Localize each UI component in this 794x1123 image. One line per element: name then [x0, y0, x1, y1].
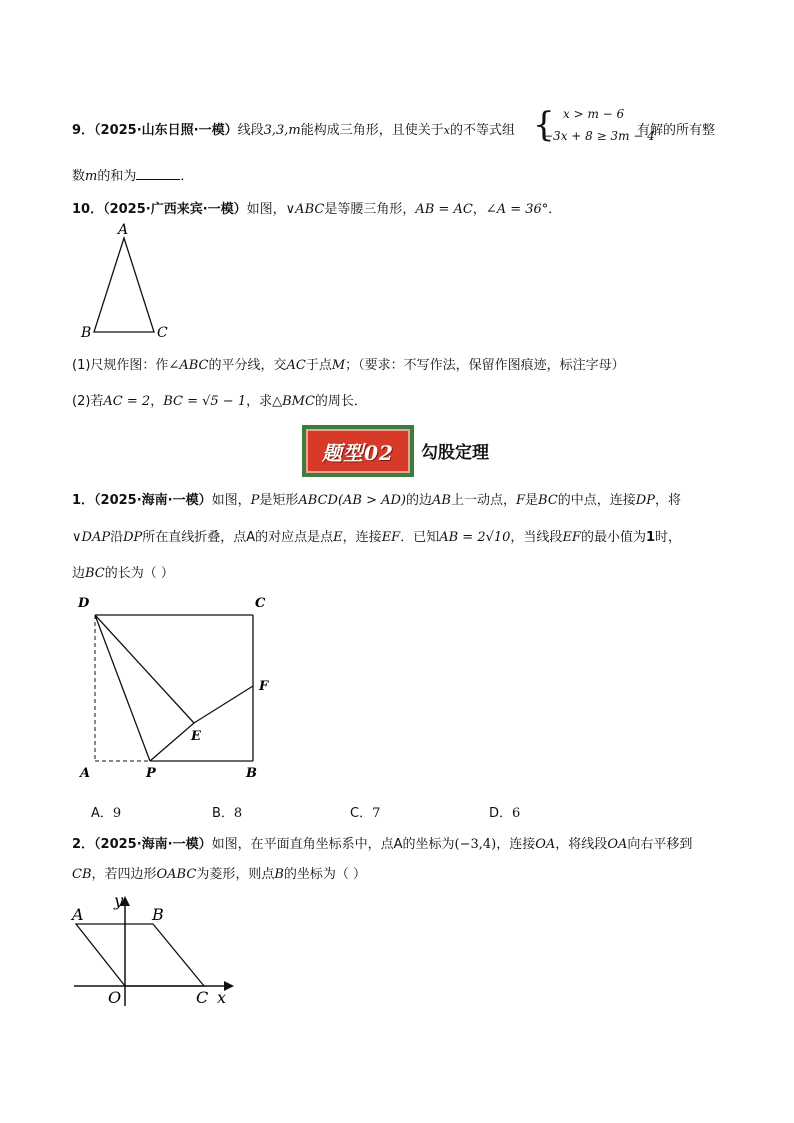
q9-math-x: x: [443, 124, 450, 137]
q10-math-triangle: ∨ABC: [285, 202, 325, 217]
q10-part1: [72, 354, 625, 373]
q1-text: 的最小值为: [580, 530, 646, 545]
q10-text: 如图，: [246, 202, 286, 217]
q2-line1: [72, 833, 692, 852]
q9-number: 9．: [72, 123, 95, 138]
q1-rectangle-figure: [70, 590, 290, 786]
q10-text: 是等腰三角形，: [324, 202, 416, 217]
q1-text: 时，: [655, 530, 682, 545]
q10-math-angle: ∠A = 36°: [485, 202, 549, 217]
q9-math-m: m: [85, 169, 98, 184]
q9-answer-blank[interactable]: [136, 167, 180, 180]
label-d: D: [78, 596, 90, 611]
q1-math: F: [515, 493, 526, 508]
q1-math: ∨DAP: [72, 530, 111, 545]
q1-text: 的边: [406, 493, 433, 508]
section-badge: [302, 425, 414, 477]
triangle-abc: [94, 238, 154, 332]
q2-source: （2025·海南·一模）: [94, 837, 212, 852]
q1-option-c[interactable]: [350, 802, 380, 821]
q10-text: 于点: [305, 358, 332, 373]
label-a: A: [80, 766, 91, 781]
q1-math: BC: [85, 566, 105, 581]
q10-part2: [72, 390, 367, 409]
label-e: E: [191, 729, 201, 744]
q1-text: 的中点，连接: [557, 493, 636, 508]
q1-text: ，当线段: [510, 530, 563, 545]
q10-text: 的平分线，交: [208, 358, 287, 373]
q9-math-seg: 3,3,m: [263, 123, 301, 138]
label-a: A: [118, 222, 129, 238]
q1-math: P: [250, 493, 260, 508]
q1-math: BC: [538, 493, 558, 508]
q9-line1: [72, 119, 515, 138]
section-badge-inner: [306, 429, 410, 473]
segment-de: [95, 615, 194, 723]
label-o: O: [108, 988, 122, 1007]
q10-math: ∠ABC: [168, 358, 209, 373]
q10-math: M: [331, 358, 346, 373]
label-x: x: [217, 988, 227, 1007]
q1-text: ，连接: [342, 530, 382, 545]
q9-line1-end: 有解的所有整: [637, 123, 716, 138]
q1-number: 1．: [72, 493, 95, 508]
q9-text: 能构成三角形，且使关于: [300, 123, 444, 138]
q2-coordinate-figure: [68, 890, 248, 1010]
q2-text: 如图，在平面直角坐标系中，点A的坐标为: [211, 837, 455, 852]
label-b: B: [246, 766, 257, 781]
q10-math: BC = √5 − 1: [163, 394, 247, 409]
q2-math: OABC: [156, 867, 197, 882]
q1-line3: [72, 562, 174, 581]
q1-option-a[interactable]: [91, 802, 121, 821]
q2-text: ，将线段: [555, 837, 608, 852]
q10-text: ，求: [246, 394, 273, 409]
option-letter: D．: [489, 806, 513, 821]
q1-math: ABCD(AB > AD): [298, 493, 406, 508]
q10-source: （2025·广西来宾·一模）: [103, 202, 247, 217]
q1-math: EF: [562, 530, 581, 545]
q1-text: ，将: [654, 493, 681, 508]
q1-option-d[interactable]: [489, 802, 520, 821]
label-p: P: [146, 766, 156, 781]
q10-math: AC = 2: [103, 394, 151, 409]
option-value: 6: [512, 806, 521, 821]
q1-math: DP: [635, 493, 655, 508]
q1-option-b[interactable]: [212, 802, 242, 821]
q10-math: AC: [286, 358, 306, 373]
q2-math: B: [274, 867, 284, 882]
q10-text: ；（要求：不写作法，保留作图痕迹，标注字母）: [345, 358, 625, 373]
rhombus-oabc: [76, 924, 204, 986]
q9-inequality-1: x > m − 6: [563, 107, 625, 121]
q10-text: ，: [472, 202, 486, 217]
q9-inequality-2: −3x + 8 ≥ 3m − 4: [543, 129, 655, 143]
q1-line2: [72, 526, 681, 545]
q10-number: 10．: [72, 202, 104, 217]
section-badge-text: 题型02: [322, 440, 394, 465]
q9-source: （2025·山东日照·一模）: [94, 123, 238, 138]
q2-line2: [72, 863, 366, 882]
q9-text: 的不等式组: [450, 123, 516, 138]
q1-text: 是矩形: [259, 493, 299, 508]
q1-math: E: [333, 530, 343, 545]
label-b: B: [152, 905, 164, 924]
q10-math-eq: AB = AC: [415, 202, 473, 217]
label-y: y: [114, 891, 124, 910]
option-value: 9: [112, 806, 122, 821]
q9-text: 数: [72, 169, 86, 184]
label-c: C: [157, 325, 168, 341]
q2-math: (−3,4): [454, 837, 497, 852]
q9-system-brace: {: [533, 105, 555, 145]
option-letter: A．: [91, 806, 113, 821]
q1-source: （2025·海南·一模）: [94, 493, 212, 508]
option-letter: C．: [350, 806, 373, 821]
q9-line2: [72, 165, 193, 184]
q2-math: OA: [535, 837, 556, 852]
q2-text: ，连接: [496, 837, 536, 852]
q9-text: 的和为: [97, 169, 137, 184]
section-title: 勾股定理: [421, 443, 489, 463]
q1-line1: [72, 489, 681, 508]
q2-math: CB: [72, 867, 92, 882]
q10-triangle-figure: [78, 222, 178, 344]
q1-text: 如图，: [211, 493, 251, 508]
label-a: A: [72, 905, 84, 924]
q1-math: DP: [123, 530, 143, 545]
q1-text: 边: [72, 566, 86, 581]
q9-text: 线段: [237, 123, 264, 138]
q1-text: 所在直线折叠，点A的对应点是点: [142, 530, 334, 545]
q10-text: (1)尺规作图：作: [72, 358, 169, 373]
label-c: C: [196, 988, 209, 1007]
label-c: C: [255, 596, 266, 611]
q1-math: AB: [432, 493, 451, 508]
q2-text: ，若四边形: [91, 867, 157, 882]
q10-math: △BMC: [272, 394, 315, 409]
option-value: 7: [372, 806, 381, 821]
q2-math: OA: [607, 837, 628, 852]
q2-text: 向右平移到: [627, 837, 693, 852]
q2-text: 的坐标为（ ）: [283, 867, 367, 882]
q10-text: (2)若: [72, 394, 104, 409]
q9-text: ．: [180, 169, 194, 184]
segment-dp: [95, 615, 150, 761]
q1-text: ．已知: [400, 530, 440, 545]
q2-text: 为菱形，则点: [196, 867, 275, 882]
q10-text: 的周长．: [314, 394, 367, 409]
option-letter: B．: [212, 806, 234, 821]
label-f: F: [259, 679, 269, 694]
q1-math: EF: [381, 530, 401, 545]
q10-text: ．: [548, 202, 562, 217]
q1-math: 1: [645, 530, 656, 545]
q1-text: 上一动点，: [450, 493, 516, 508]
segment-pe: [150, 723, 194, 761]
segment-ef: [194, 686, 253, 723]
q1-math: AB = 2√10: [439, 530, 511, 545]
label-b: B: [81, 325, 92, 341]
q1-text: 的长为（ ）: [104, 566, 174, 581]
q10-line1: [72, 198, 561, 217]
q1-text: 沿: [110, 530, 124, 545]
q2-number: 2．: [72, 837, 95, 852]
q10-text: ，: [150, 394, 164, 409]
q1-text: 是: [525, 493, 539, 508]
option-value: 8: [233, 806, 243, 821]
